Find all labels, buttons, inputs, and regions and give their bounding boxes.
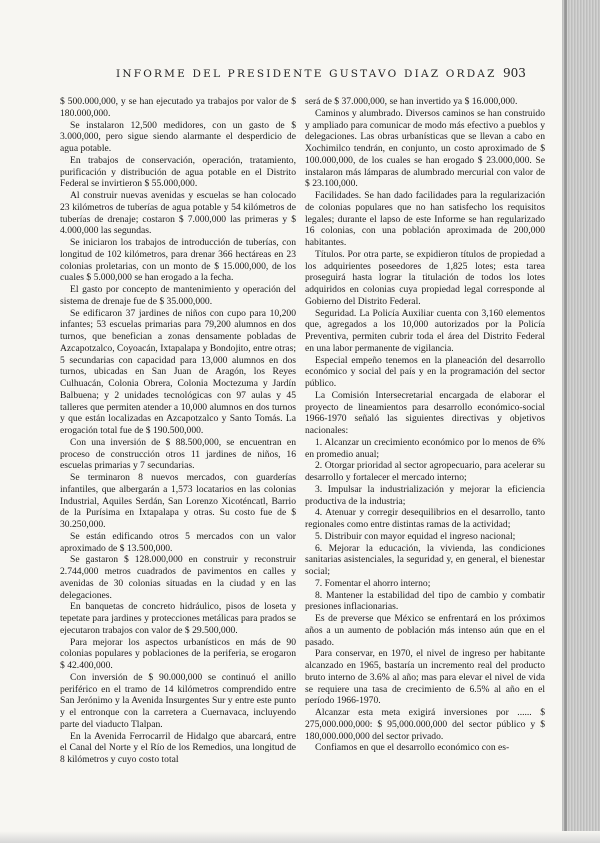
paragraph: Es de preverse que México se enfrentará en los próximos años a un aumento de población más intenso aún que en el pasado. <box>305 613 545 648</box>
paragraph: Se terminaron 8 nuevos mercados, con guarderías infantiles, que albergarán a 1,573 locatarios en las colonias Industrial, Aquiles Serdán, San Lorenzo Xicoténcatl, Barrio de la Purísima en Ixtapalapa y otras. Su costo fue de $ 30.250,000. <box>60 472 296 530</box>
page-bottom-edge <box>0 831 600 843</box>
paragraph: 7. Fomentar el ahorro interno; <box>315 577 431 589</box>
right-column <box>305 96 545 754</box>
paragraph: En la Avenida Ferrocarril de Hidalgo que abarcará, entre el Canal del Norte y el Río de los Remedios, una longitud de 8 kilómetros y cuyo costo total <box>60 730 296 765</box>
paragraph: Títulos. Por otra parte, se expidieron títulos de propiedad a los adquirientes poseedores de 1,825 lotes; esta tarea proseguirá hasta lograr la titulación de todos los lotes adquiridos en colonias cuya propiedad legal corresponde al Gobierno del Distrito Federal. <box>305 248 545 307</box>
paragraph: Con una inversión de $ 88.500,000, se encuentran en proceso de construcción otros 11 jardines de niños, 16 escuelas primarias y 7 secundarias. <box>60 436 296 472</box>
running-header-title: INFORME DEL PRESIDENTE GUSTAVO DIAZ ORDAZ <box>116 68 497 80</box>
left-column <box>60 96 296 766</box>
paragraph: Se edificaron 37 jardines de niños con cupo para 10,200 infantes; 53 escuelas primarias para 79,200 alumnos en dos turnos, que benefician a zonas densamente pobladas de Azcapotzalco, Coyoacán, Ixtapalapa y Bondojito, entre otras; 5 secundarias con capacidad para 13,000 alumnos en dos turnos, ubicadas en San Juan de Aragón, los Reyes Culhuacán, Colonia Obrera, Colonia Moctezuma y Jardín Balbuena; y 2 unidades tecnológicas con 97 aulas y 45 talleres que permiten atender a 10,000 alumnos en dos turnos y que están localizadas en Azcapotzalco y Santo Tomás. La erogación total fue de $ 190.500,000. <box>60 307 296 436</box>
paragraph: 8. Mantener la estabilidad del tipo de cambio y combatir presiones inflacionarias. <box>305 589 545 613</box>
paragraph: 4. Atenuar y corregir desequilibrios en el desarrollo, tanto regionales como entre distintas ramas de la actividad; <box>305 507 545 530</box>
book-spine-edge <box>562 0 600 843</box>
paragraph: Seguridad. La Policía Auxiliar cuenta con 3,160 elementos que, agregados a los 10,000 autorizados por la Policía Preventiva, permiten cubrir toda el área del Distrito Federal en una labor permanente de vigilancia. <box>305 307 545 354</box>
paragraph: Alcanzar esta meta exigirá inversiones por ...... $ 275,000.000,000: $ 95,000.000,000 del sector público y $ 180,000.000,000 del sector privado. <box>305 707 545 742</box>
page-number: 903 <box>503 66 526 80</box>
paragraph: Para conservar, en 1970, el nivel de ingreso per habitante alcanzado en 1965, bastaría un incremento real del producto bruto interno de 3.6% al año; mas para elevar el nivel de vida se requiere una tasa de crecimiento de 6.5% al año en el período 1966-1970. <box>305 648 545 707</box>
paragraph: Se instalaron 12,500 medidores, con un gasto de $ 3.000,000, pero sigue siendo alarmante el desperdicio de agua potable. <box>60 119 296 154</box>
paragraph: Especial empeño tenemos en la planeación del desarrollo económico y social del país y en la programación del sector público. <box>305 354 545 389</box>
paragraph: Facilidades. Se han dado facilidades para la regularización de colonias populares que no han satisfecho los requisitos legales; durante el lapso de este Informe se han regularizado 16 colonias, con una población aproximada de 200,000 habitantes. <box>305 190 545 248</box>
paragraph: Confiamos en que el desarrollo económico con es- <box>315 742 510 754</box>
paragraph: Se gastaron $ 128.000,000 en construir y reconstruir 2.744,000 metros cuadrados de pavimentos en calles y avenidas de 30 colonias situadas en la ciudad y en las delegaciones. <box>60 554 296 601</box>
paragraph: Caminos y alumbrado. Diversos caminos se han construido y ampliado para comunicar de modo más efectivo a pueblos y delegaciones. Las obras urbanísticas que se llevan a cabo en Xochimilco tendrán, en conjunto, un costo aproximado de $ 100.000,000, de los cuales se han erogado $ 23.000,000. Se instalaron más lámparas de alumbrado mercurial con valor de $ 23.100,000. <box>305 107 545 190</box>
paragraph: Se están edificando otros 5 mercados con un valor aproximado de $ 13.500,000. <box>60 530 296 554</box>
paragraph: $ 500.000,000, y se han ejecutado ya trabajos por valor de $ 180.000,000. <box>60 96 296 119</box>
paragraph: será de $ 37.000,000, se han invertido ya $ 16.000,000. <box>305 96 518 107</box>
paragraph: En trabajos de conservación, operación, tratamiento, purificación y distribución de agua potable en el Distrito Federal se invirtieron $ 55.000,000. <box>60 154 296 190</box>
paragraph: En banquetas de concreto hidráulico, pisos de loseta y tepetate para jardines y protecciones metálicas para prados se ejecutaron trabajos con valor de $ 29.500,000. <box>60 601 296 636</box>
paragraph: Con inversión de $ 90.000,000 se continuó el anillo periférico en el tramo de 14 kilómetros comprendido entre San Jerónimo y la Avenida Insurgentes Sur y entre este punto y el entronque con la carretera a Cuernavaca, incluyendo parte del viaducto Tlalpan. <box>60 671 296 730</box>
paragraph: El gasto por concepto de mantenimiento y operación del sistema de drenaje fue de $ 35.000,000. <box>60 284 296 307</box>
paragraph: 2. Otorgar prioridad al sector agropecuario, para acelerar su desarrollo y fortalecer el mercado interno; <box>305 460 545 483</box>
paragraph: Al construir nuevas avenidas y escuelas se han colocado 23 kilómetros de tuberías de agua potable y 54 kilómetros de tuberías de drenaje; costaron $ 7.000,000 las primeras y $ 4.000,000 las segundas. <box>60 190 296 237</box>
paragraph: 1. Alcanzar un crecimiento económico por lo menos de 6% en promedio anual; <box>305 436 545 460</box>
paragraph: 6. Mejorar la educación, la vivienda, las condiciones sanitarias asistenciales, la seguridad y, en general, el bienestar social; <box>305 542 545 577</box>
paragraph: Para mejorar los aspectos urbanísticos en más de 90 colonias populares y poblaciones de la periferia, se erogaron $ 42.400,000. <box>60 636 296 671</box>
paragraph: Se iniciaron los trabajos de introducción de tuberías, con longitud de 102 kilómetros, para drenar 366 hectáreas en 23 colonias proletarias, con un monto de $ 15.000,000, de los cuales $ 5.000,000 se han erogado a la fecha. <box>60 237 296 284</box>
paragraph: La Comisión Intersecretarial encargada de elaborar el proyecto de lineamientos para desarrollo económico-social 1966-1970 señaló las siguientes directivas y objetivos nacionales: <box>305 389 545 436</box>
paragraph: 5. Distribuir con mayor equidad el ingreso nacional; <box>315 530 516 542</box>
paragraph: 3. Impulsar la industrialización y mejorar la eficiencia productiva de la industria; <box>305 483 545 507</box>
running-header <box>60 66 560 82</box>
